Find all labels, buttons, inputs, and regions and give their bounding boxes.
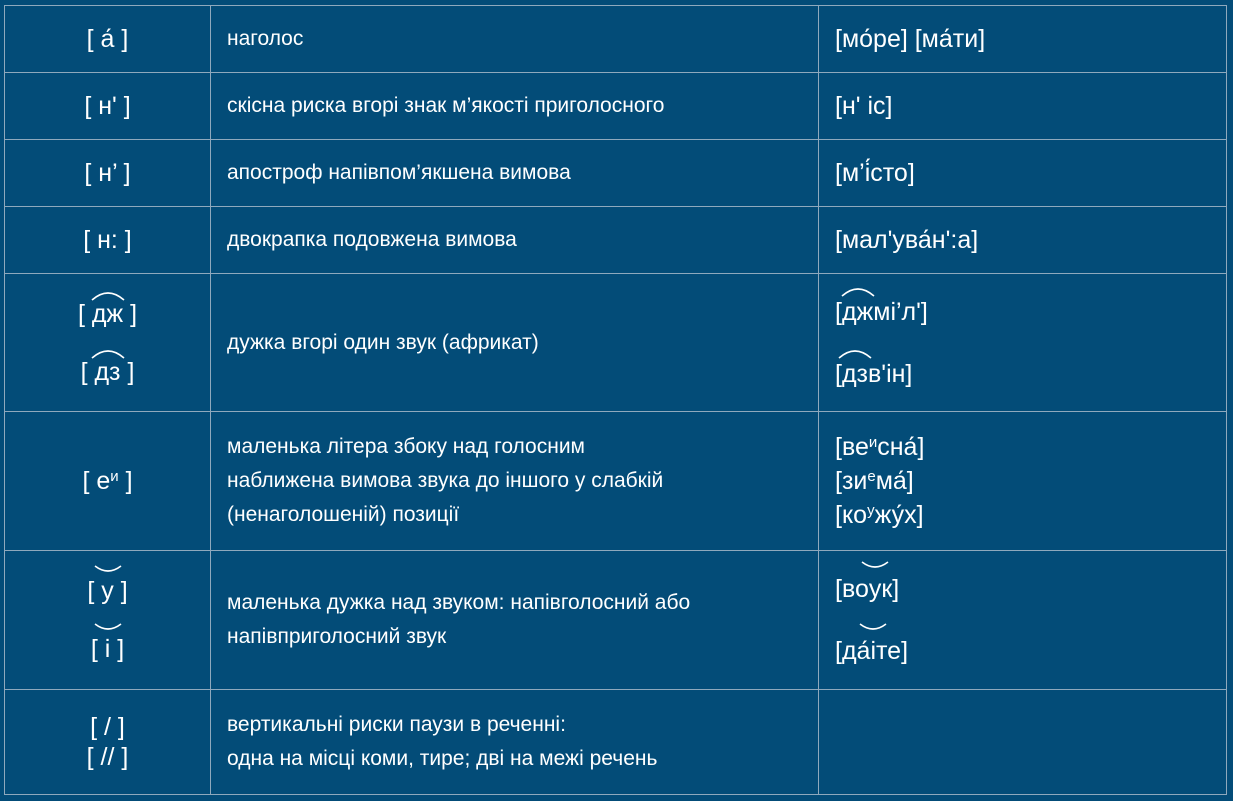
- symbol-cell: [5, 412, 211, 551]
- example-cell-empty: [819, 690, 1227, 795]
- small-arc-icon: [93, 564, 123, 574]
- example-cell: [819, 551, 1227, 690]
- example-text: [мо́ре] [ма́ти]: [835, 25, 986, 53]
- symbol-cell: [5, 690, 211, 795]
- table-row: [5, 73, 1227, 140]
- example-text: [малʹува́нʹ:а]: [835, 226, 979, 254]
- table-row: [5, 551, 1227, 690]
- description-text: наголос: [227, 27, 304, 50]
- symbol-affricate-dz: [ дз ]: [5, 357, 210, 387]
- description-text: одна на місці коми, тире; дві на межі речень: [227, 747, 658, 770]
- description-text: апостроф напівпом’якшена вимова: [227, 161, 571, 184]
- symbol-cell: [5, 140, 211, 207]
- description-text: дужка вгорі один звук (африкат): [227, 330, 539, 354]
- symbol-semivowel-i: [ і ]: [5, 634, 210, 664]
- example-text: [м’і́сто]: [835, 159, 915, 187]
- example-text: [ дзвʹін]: [835, 357, 1226, 391]
- example-cell: [819, 73, 1227, 140]
- symbol-stress: [ а́ ]: [86, 25, 129, 53]
- description-text: маленька дужка над звуком: напівголосний або: [227, 591, 691, 614]
- description-text: двокрапка подовжена вимова: [227, 228, 517, 251]
- description-cell: [211, 690, 819, 795]
- description-cell: [211, 207, 819, 274]
- symbol-pause-single: [ / ]: [90, 713, 125, 741]
- example-cell: [819, 412, 1227, 551]
- symbol-cell: [5, 207, 211, 274]
- symbol-semivowel-u: [ у ]: [5, 576, 210, 606]
- symbol-colon: [ н: ]: [83, 226, 132, 254]
- arc-icon: [90, 289, 126, 301]
- description-cell: [211, 6, 819, 73]
- example-text: $[зи^ема́]$: [835, 467, 914, 495]
- table-row: [5, 690, 1227, 795]
- description-text: скісна риска вгорі знак м’якості приголосного: [227, 94, 665, 117]
- description-text: (ненаголошеній) позиції: [227, 503, 460, 526]
- arc-icon: [840, 285, 876, 297]
- symbol-approximation: [ $е^и$ ]: [82, 467, 133, 495]
- arc-icon: [90, 347, 126, 359]
- description-cell: [211, 274, 819, 412]
- symbol-softness: [ нʹ ]: [84, 92, 131, 120]
- symbol-apostrophe: [ н’ ]: [84, 159, 131, 187]
- symbol-cell: [5, 6, 211, 73]
- example-text: [нʹ іс]: [835, 92, 893, 120]
- example-text: $[ко^ужу́х]$: [835, 501, 924, 529]
- description-text: вертикальні риски паузи в реченні:: [227, 713, 566, 736]
- example-cell: [819, 207, 1227, 274]
- symbol-cell: [5, 551, 211, 690]
- table-row: [5, 274, 1227, 412]
- small-arc-icon: [93, 622, 123, 632]
- small-arc-icon: [858, 622, 888, 632]
- example-text: [да́ іте]: [835, 634, 1226, 668]
- description-text: напівприголосний звук: [227, 625, 447, 648]
- symbol-cell: [5, 73, 211, 140]
- table-row: [5, 6, 1227, 73]
- description-cell: [211, 412, 819, 551]
- example-text: $[ве^исна́]$: [835, 433, 925, 461]
- symbol-cell: [5, 274, 211, 412]
- table-row: [5, 140, 1227, 207]
- example-text: [во ук]: [835, 572, 1226, 606]
- example-cell: [819, 6, 1227, 73]
- arc-icon: [837, 347, 873, 359]
- description-text: наближена вимова звука до іншого у слабкій: [227, 469, 664, 492]
- description-text: маленька літера збоку над голосним: [227, 435, 585, 458]
- description-cell: [211, 140, 819, 207]
- example-cell: [819, 140, 1227, 207]
- symbol-affricate-dzh: [ дж ]: [5, 299, 210, 329]
- example-cell: [819, 274, 1227, 412]
- table-row: [5, 412, 1227, 551]
- example-text: [ джмі’лʹ]: [835, 295, 1226, 329]
- description-cell: [211, 73, 819, 140]
- small-arc-icon: [860, 560, 890, 570]
- description-cell: [211, 551, 819, 690]
- symbol-pause-double: [ // ]: [86, 743, 129, 771]
- table-row: [5, 207, 1227, 274]
- transcription-table: [4, 5, 1227, 795]
